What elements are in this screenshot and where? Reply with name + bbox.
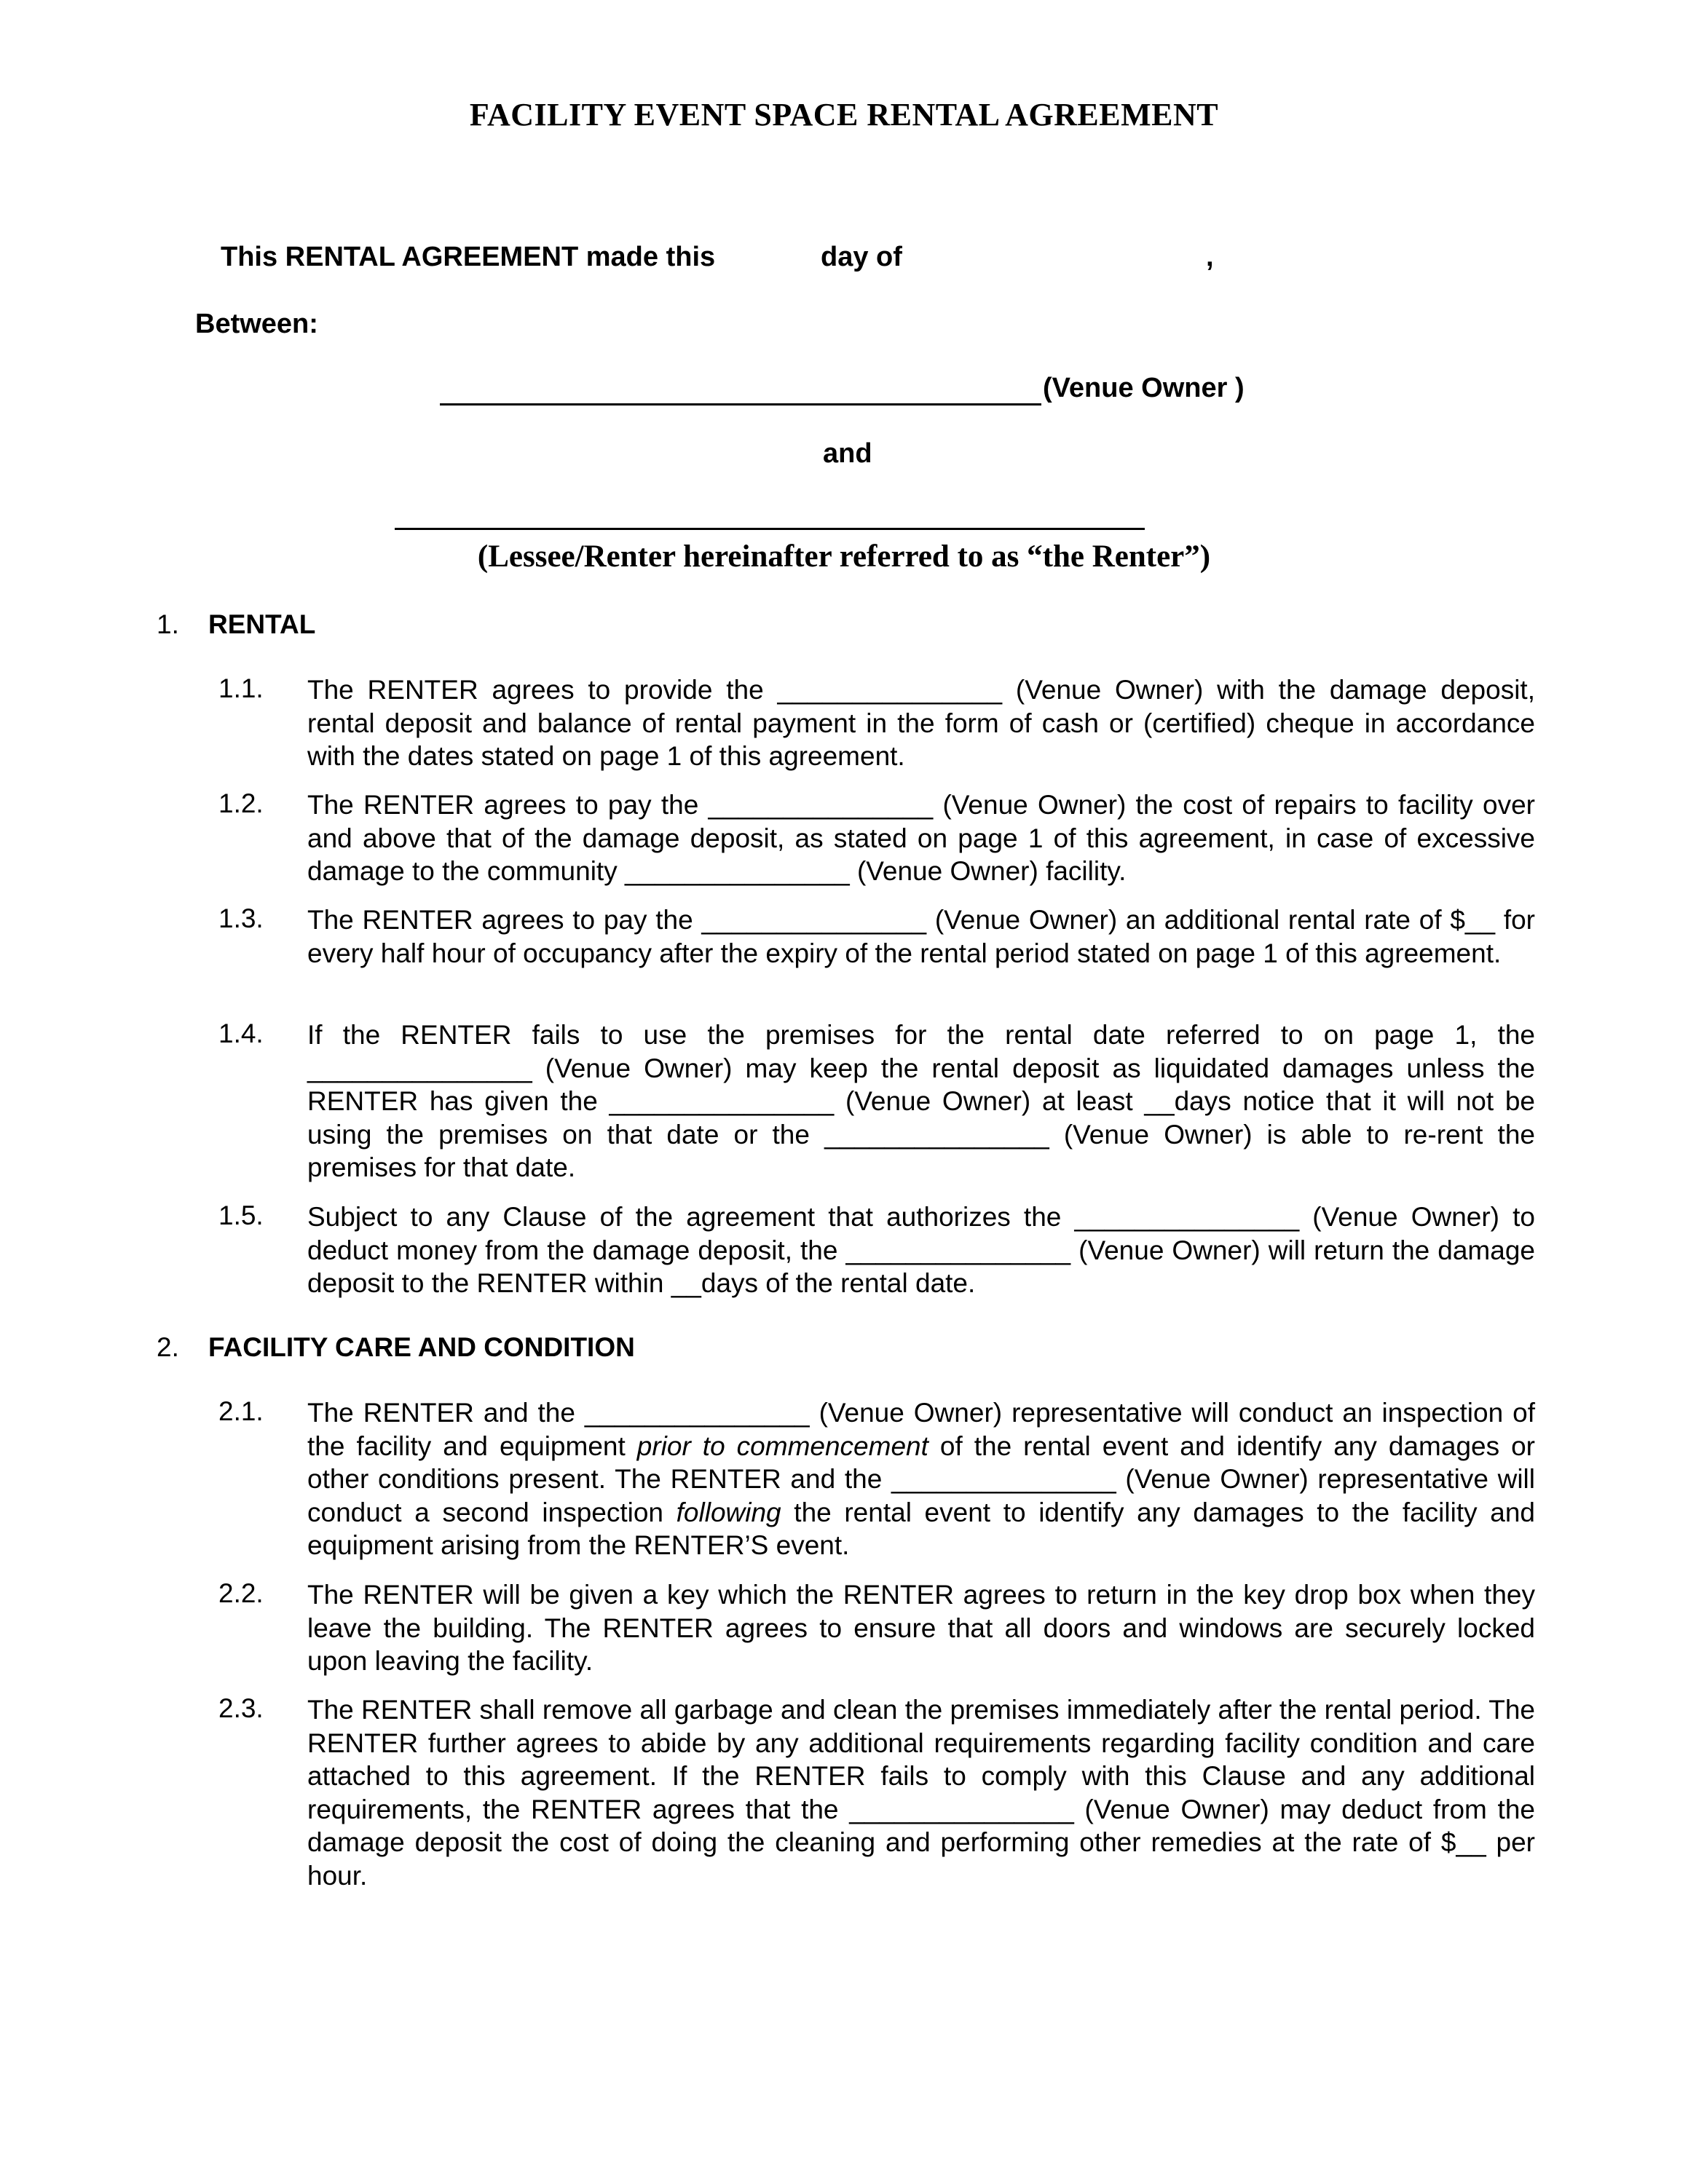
document-title: FACILITY EVENT SPACE RENTAL AGREEMENT <box>469 97 1219 132</box>
item-1-3-text: The RENTER agrees to pay the _______________ (Venue Owner) an additional rental rate of $__ for every half hour of occupancy after the expiry of the rental period stated on page 1 of this agreement. <box>307 905 1535 968</box>
item-2-1-text <box>307 1396 1535 1562</box>
section-1-title: RENTAL <box>208 609 316 639</box>
section-2-number: 2. <box>157 1332 179 1362</box>
item-1-4-text: If the RENTER fails to use the premises for the rental date referred to on page 1, the _______________ (Venue Owner) may keep the rental deposit as liquidated damages unless the RENTER has given the _______________ (Venue Owner) at least __days notice that it will not be using the premises on that date or the _______________ (Venue Owner) is able to re-rent the premises for that date. <box>307 1020 1535 1182</box>
item-2-2-text: The RENTER will be given a key which the RENTER agrees to return in the key drop box when they leave the building. The RENTER agrees to ensure that all doors and windows are securely locked upon leaving the facility. <box>307 1580 1535 1676</box>
item-2-1-text-c: the rental event to identify any damages to the facility and equipment arising from the RENTER’S event. <box>307 1497 1535 1560</box>
item-1-5-number: 1.5. <box>218 1200 264 1230</box>
date-comma: , <box>1206 242 1214 272</box>
item-2-2-number: 2.2. <box>218 1578 264 1608</box>
item-1-2-text: The RENTER agrees to pay the _______________ (Venue Owner) the cost of repairs to facility over and above that of the damage deposit, as stated on page 1 of this agreement, in case of excessive damage to the community _______________ (Venue Owner) facility. <box>307 790 1535 886</box>
item-2-1-text-b: of the rental event and identify any damages or other conditions present. The RENTER and the _______________ (Venue Owner) representative will conduct a second inspection <box>307 1431 1535 1527</box>
item-2-1-italic-a: prior to commencement <box>636 1431 928 1461</box>
section-2-title: FACILITY CARE AND CONDITION <box>208 1332 635 1362</box>
item-1-4-number: 1.4. <box>218 1018 264 1048</box>
made-this-label: This RENTAL AGREEMENT made this <box>221 242 716 272</box>
between-label: Between: <box>195 309 318 339</box>
item-1-2-number: 1.2. <box>218 788 264 818</box>
venue-owner-blank-line[interactable] <box>440 403 1041 405</box>
item-1-5-text: Subject to any Clause of the agreement that authorizes the _______________ (Venue Owner) to deduct money from the damage deposit, the _______________ (Venue Owner) will return the damage deposit to the RENTER within __days of the rental date. <box>307 1202 1535 1298</box>
item-1-1-text: The RENTER agrees to provide the _______________ (Venue Owner) with the damage deposit, rental deposit and balance of rental payment in the form of cash or (certified) cheque in accordance with the dates stated on page 1 of this agreement. <box>307 675 1535 771</box>
day-of-label: day of <box>821 242 902 272</box>
venue-owner-label: (Venue Owner ) <box>1043 373 1245 403</box>
section-1-number: 1. <box>157 609 179 639</box>
item-2-1-text-a: The RENTER and the _______________ (Venue Owner) representative will conduct an inspection of the facility and equipment <box>307 1398 1535 1461</box>
item-2-1-italic-b: following <box>676 1497 781 1527</box>
renter-caption: (Lessee/Renter hereinafter referred to as “the Renter”) <box>477 539 1211 574</box>
item-2-3-text: The RENTER shall remove all garbage and clean the premises immediately after the rental period. The RENTER further agrees to abide by any additional requirements regarding facility condition and care attached to this agreement. If the RENTER fails to comply with this Clause and any additional requirements, the RENTER agrees that the _______________ (Venue Owner) may deduct from the damage deposit the cost of doing the cleaning and performing other remedies at the rate of $__ per hour. <box>307 1695 1535 1891</box>
renter-blank-line[interactable] <box>395 528 1145 530</box>
item-1-3-number: 1.3. <box>218 903 264 933</box>
item-2-3-number: 2.3. <box>218 1693 264 1723</box>
item-1-1-number: 1.1. <box>218 673 264 703</box>
item-2-1-number: 2.1. <box>218 1396 264 1426</box>
and-label: and <box>823 438 872 469</box>
